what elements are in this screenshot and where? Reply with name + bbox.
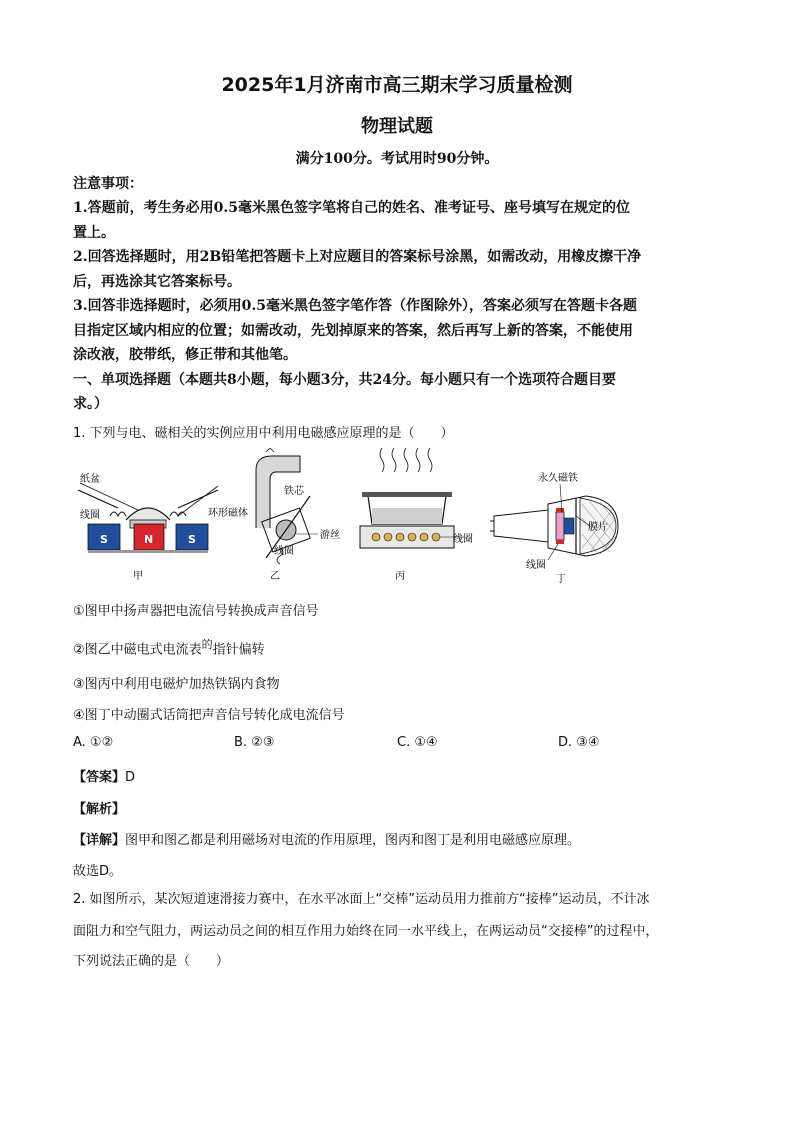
q1-conclusion: 故选D。	[73, 864, 123, 879]
notice-line: 1.答题前，考生务必用0.5毫米黑色签字笔将自己的姓名、准考证号、座号填写在规定的位	[73, 200, 630, 216]
figure-ding	[490, 471, 618, 585]
figure-bing-label-coil: 线圈	[453, 534, 473, 545]
q1-statement-3: ③图丙中利用电磁炉加热铁锅内食物	[73, 677, 280, 692]
q1-option-c[interactable]: C. ①④	[397, 735, 438, 750]
detail-text: 图甲和图乙都是利用磁场对电流的作用原理，图丙和图丁是利用电磁感应原理。	[125, 833, 581, 848]
q2-stem-line: 2. 如图所示，某次短道速滑接力赛中，在水平冰面上“交棒”运动员用力推前方“接棒”运动员，不计冰	[73, 892, 650, 907]
figure-jia-caption: 甲	[133, 571, 143, 582]
figure-ding-label-film: 膜片	[588, 522, 608, 533]
figure-bing-caption: 丙	[395, 571, 405, 582]
exam-info: 满分100分。考试用时90分钟。	[295, 151, 499, 167]
q1-stem: 1. 下列与电、磁相关的实例应用中利用电磁感应原理的是（ ）	[73, 426, 454, 441]
figure-jia-label-cone: 纸盆	[80, 474, 100, 485]
analysis-tag: 【解析】	[73, 802, 126, 817]
q2-stem-line: 下列说法正确的是（ ）	[73, 954, 230, 969]
q1-statement-1: ①图甲中扬声器把电流信号转换成声音信号	[73, 604, 319, 619]
figure-yi-caption: 乙	[270, 571, 280, 582]
statement-2-end: 指针偏转	[212, 642, 265, 658]
figure-yi-label-core: 铁芯	[284, 486, 304, 497]
q1-figure	[70, 448, 630, 588]
statement-2-main: ②图乙中磁电式电流表	[73, 642, 202, 658]
q1-statement-4: ④图丁中动圈式话筒把声音信号转化成电流信号	[73, 708, 345, 723]
figure-ding-label-magnet: 永久磁铁	[538, 473, 578, 484]
notice-line: 2.回答选择题时，用2B铅笔把答题卡上对应题目的答案标号涂黑，如需改动，用橡皮擦干净	[73, 249, 642, 265]
q1-answer	[73, 766, 723, 785]
q1-statement-2	[73, 636, 723, 657]
notice-line: 目指定区域内相应的位置；如需改动，先划掉原来的答案，然后再写上新的答案，不能使用	[73, 323, 633, 339]
q1-analysis-tag	[73, 798, 723, 817]
q2-stem-line: 面阻力和空气阻力，两运动员之间的相互作用力始终在同一水平线上，在两运动员“交接棒”的过程中，	[73, 924, 659, 939]
figure-ding-label-coil: 线圈	[526, 560, 546, 571]
section-heading: 一、单项选择题（本题共8小题，每小题3分，共24分。每小题只有一个选项符合题目要	[73, 372, 616, 388]
notice-line: 涂改液，胶带纸，修正带和其他笔。	[73, 347, 297, 363]
figure-bing	[360, 448, 473, 582]
q1-option-a[interactable]: A. ①②	[73, 735, 114, 750]
answer-tag: 【答案】	[73, 770, 126, 785]
figure-jia-n: N	[144, 533, 154, 546]
notice-line: 置上。	[73, 225, 115, 241]
figure-yi	[256, 448, 340, 582]
figure-ding-caption: 丁	[556, 574, 566, 585]
figure-jia-label-coil: 线圈	[80, 510, 100, 521]
exam-title: 2025年1月济南市高三期末学习质量检测	[221, 74, 573, 96]
statement-2-sup: 的	[201, 638, 213, 651]
answer-value: D	[125, 770, 136, 785]
figure-jia	[78, 472, 248, 582]
figure-yi-label-coil: 线圈	[274, 546, 294, 557]
notice-line: 3.回答非选择题时，必须用0.5毫米黑色签字笔作答（作图除外），答案必须写在答题卡各题	[73, 298, 637, 314]
exam-subtitle: 物理试题	[361, 116, 433, 137]
section-heading: 求。）	[73, 396, 108, 412]
figure-jia-s-right: S	[188, 533, 196, 546]
q1-detail	[73, 829, 723, 848]
notice-heading: 注意事项：	[73, 176, 143, 192]
figure-jia-label-magnet: 环形磁体	[208, 508, 248, 519]
q1-option-d[interactable]: D. ③④	[558, 735, 600, 750]
figure-yi-label-spring: 游丝	[320, 530, 340, 541]
detail-tag: 【详解】	[73, 833, 126, 848]
notice-line: 后，再选涂其它答案标号。	[73, 274, 241, 290]
figure-jia-s-left: S	[100, 533, 108, 546]
q1-option-b[interactable]: B. ②③	[234, 735, 275, 750]
